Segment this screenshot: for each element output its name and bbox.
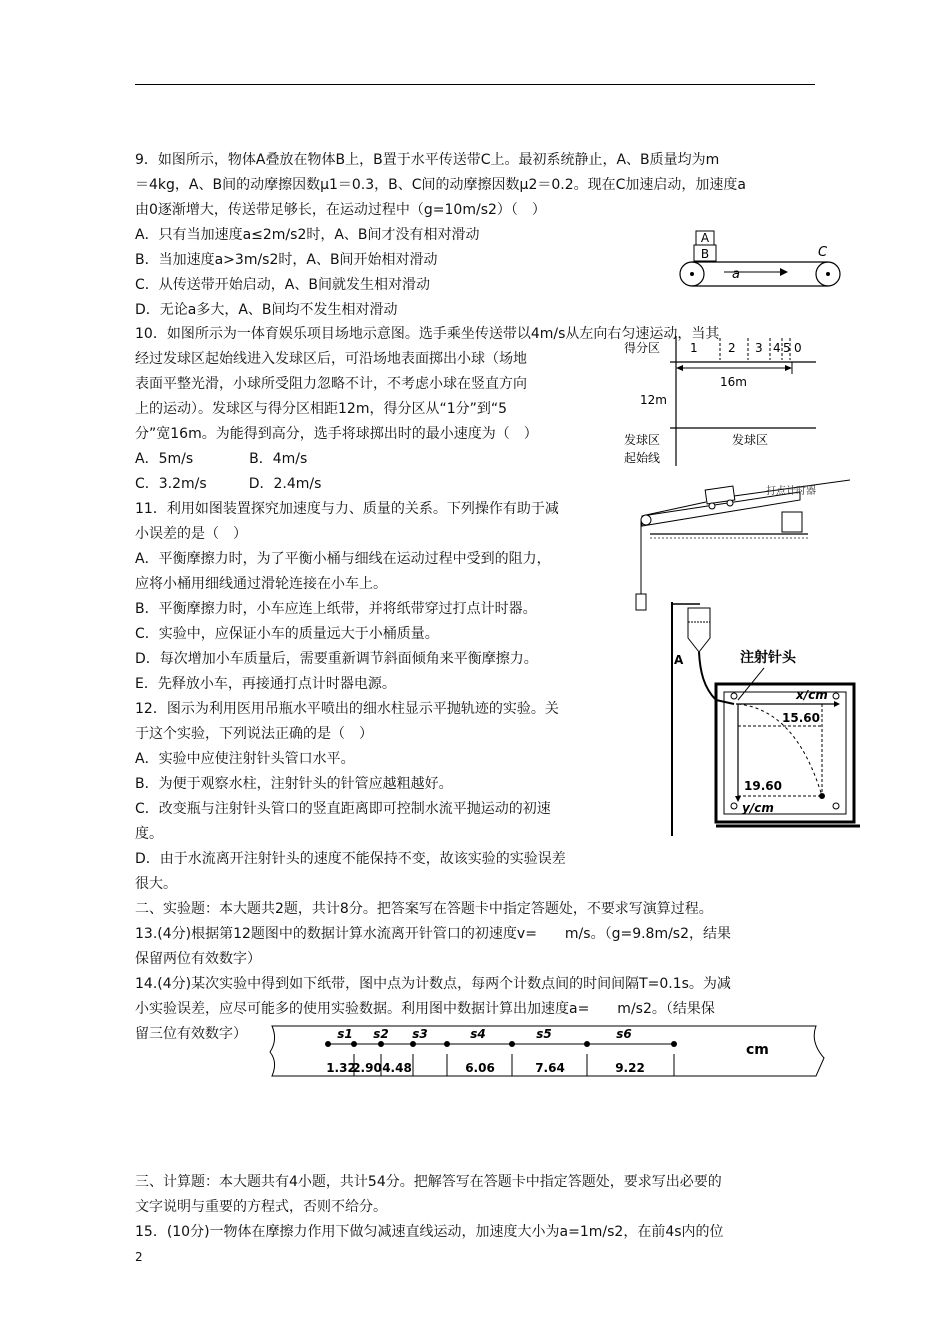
segment-label: s4 bbox=[470, 1027, 486, 1041]
board-pin-bottom-left bbox=[731, 803, 737, 809]
segment-value: 6.06 bbox=[465, 1061, 495, 1075]
q13-line-2: 保留两位有效数字） bbox=[135, 951, 261, 967]
q12-line-1: 12．图示为利用医用吊瓶水平喷出的细水柱显示平抛轨迹的实验。关 bbox=[135, 701, 559, 717]
segment-value: 7.64 bbox=[535, 1061, 565, 1075]
q9-line-1: 9．如图所示，物体A叠放在物体B上，B置于水平传送带C上。最初系统静止，A、B质量均为m bbox=[135, 152, 720, 168]
q10-line-5: 分”宽16m。为能得到高分，选手将球掷出时的最小速度为（ ） bbox=[135, 426, 538, 442]
start-line-label-2: 起始线 bbox=[624, 451, 661, 465]
belt-label: C bbox=[818, 245, 828, 260]
count-point bbox=[509, 1041, 515, 1047]
q9-option-b: B．当加速度a>3m/s2时，A、B间开始相对滑动 bbox=[135, 252, 438, 268]
zone-0-label: 0 bbox=[794, 341, 802, 355]
q9-option-d: D．无论a多大，A、B间均不发生相对滑动 bbox=[135, 302, 398, 318]
y-axis-label: y/cm bbox=[742, 801, 774, 815]
segment-value: 1.32 bbox=[326, 1061, 356, 1075]
section-3-line-2: 文字说明与重要的方程式，否则不给分。 bbox=[135, 1199, 387, 1215]
q9-line-2: ＝4kg，A、B间的动摩擦因数μ1＝0.3，B、C间的动摩擦因数μ2＝0.2。现在C加速启动，加速度a bbox=[135, 177, 746, 193]
score-zone-label: 得分区 bbox=[624, 341, 661, 355]
section-3-heading: 三、计算题：本大题共有4小题，共计54分。把解答写在答题卡中指定答题处，要求写出必要的 bbox=[135, 1174, 722, 1190]
figure-q12-projectile bbox=[664, 600, 860, 840]
q13-line-1: 13.(4分)根据第12题图中的数据计算水流离开针管口的初速度v= m/s。（g=9.8m/s2，结果 bbox=[135, 926, 732, 942]
figure-q9-conveyor bbox=[676, 228, 846, 290]
q12-option-b: B．为便于观察水柱，注射针头的针管应越粗越好。 bbox=[135, 776, 453, 792]
zone-1-label: 1 bbox=[690, 341, 698, 355]
count-point bbox=[671, 1041, 677, 1047]
q11-option-a-2: 应将小桶用细线通过滑轮连接在小车上。 bbox=[135, 576, 387, 592]
q9-option-a: A．只有当加速度a≤2m/s2时，A、B间才没有相对滑动 bbox=[135, 227, 480, 243]
figure-q10-field bbox=[620, 332, 820, 466]
x-value: 15.60 bbox=[782, 711, 820, 725]
q10-line-1: 10．如图所示为一体育娱乐项目场地示意图。选手乘坐传送带以4m/s从左向右匀速运动，当其 bbox=[135, 326, 720, 342]
tape-unit: cm bbox=[746, 1042, 769, 1058]
acceleration-label: a bbox=[732, 267, 740, 282]
q9-line-3: 由0逐渐增大，传送带足够长，在运动过程中（g=10m/s2）（ ） bbox=[135, 202, 546, 218]
segment-label: s1 bbox=[337, 1027, 353, 1041]
zone-4-label: 4 bbox=[773, 341, 781, 355]
header-rule bbox=[135, 84, 815, 85]
y-value: 19.60 bbox=[744, 779, 782, 793]
support-block bbox=[782, 512, 802, 532]
board-pin-top-left bbox=[731, 693, 737, 699]
section-2-heading: 二、实验题：本大题共2题，共计8分。把答案写在答题卡中指定答题处，不要求写演算过程。 bbox=[135, 901, 713, 917]
valve-label: A bbox=[674, 653, 684, 667]
segment-label: s2 bbox=[373, 1027, 389, 1041]
segment-label: s3 bbox=[412, 1027, 428, 1041]
q15-line-1: 15．(10分)一物体在摩擦力作用下做匀减速直线运动，加速度大小为a=1m/s2，在前4s内的位 bbox=[135, 1224, 724, 1240]
needle-label: 注射针头 bbox=[740, 650, 796, 666]
y-axis-arrow bbox=[735, 796, 741, 802]
q10-line-3: 表面平整光滑，小球所受阻力忽略不计，不考虑小球在竖直方向 bbox=[135, 376, 527, 392]
x-axis-arrow bbox=[834, 701, 840, 707]
q11-option-d: D．每次增加小车质量后，需要重新调节斜面倾角来平衡摩擦力。 bbox=[135, 651, 538, 667]
q14-line-3: 留三位有效数字） bbox=[135, 1026, 247, 1042]
count-point bbox=[325, 1041, 331, 1047]
q10-options-ab: A．5m/s B．4m/s bbox=[135, 451, 308, 467]
count-point bbox=[444, 1041, 450, 1047]
q12-option-a: A．实验中应使注射针头管口水平。 bbox=[135, 751, 355, 767]
width-arrow-right bbox=[785, 365, 792, 371]
x-axis-label: x/cm bbox=[796, 688, 828, 702]
board-frame bbox=[716, 684, 854, 822]
q11-option-e: E．先释放小车，再接通打点计时器电源。 bbox=[135, 676, 396, 692]
width-label: 16m bbox=[720, 375, 747, 389]
landing-point bbox=[819, 793, 825, 799]
q11-option-b: B．平衡摩擦力时，小车应连上纸带，并将纸带穿过打点计时器。 bbox=[135, 601, 537, 617]
zone-5-label: 5 bbox=[783, 341, 791, 355]
zone-3-label: 3 bbox=[755, 341, 763, 355]
q11-option-c: C．实验中，应保证小车的质量远大于小桶质量。 bbox=[135, 626, 439, 642]
board-pin-bottom-right bbox=[833, 803, 839, 809]
serve-zone-label: 发球区 bbox=[732, 433, 769, 447]
cart-wheel-front bbox=[709, 503, 715, 509]
board-pin-top-right bbox=[833, 693, 839, 699]
start-line-label-1: 发球区 bbox=[624, 433, 661, 447]
q12-line-2: 于这个实验，下列说法正确的是（ ） bbox=[135, 726, 373, 742]
timer-label: 打点计时器 bbox=[766, 486, 816, 497]
q11-option-a-1: A．平衡摩擦力时，为了平衡小桶与细线在运动过程中受到的阻力， bbox=[135, 551, 551, 567]
q10-options-cd: C．3.2m/s D．2.4m/s bbox=[135, 476, 322, 492]
count-point bbox=[584, 1041, 590, 1047]
block-b-label: B bbox=[700, 247, 710, 261]
block-a-label: A bbox=[700, 231, 710, 245]
page-number: 2 bbox=[135, 1250, 143, 1264]
drip-bottle bbox=[688, 608, 710, 652]
gap-label: 12m bbox=[640, 393, 667, 407]
count-point bbox=[378, 1041, 384, 1047]
q9-option-c: C．从传送带开始启动，A、B间就发生相对滑动 bbox=[135, 277, 430, 293]
pulley bbox=[641, 515, 651, 525]
width-arrow-left bbox=[676, 365, 683, 371]
q12-option-c-2: 度。 bbox=[135, 826, 163, 842]
q14-line-1: 14.(4分)某次实验中得到如下纸带，图中点为计数点，每两个计数点间的时间间隔T=0.1s。为减 bbox=[135, 976, 731, 992]
right-pulley-axle bbox=[826, 272, 830, 276]
q10-line-4: 上的运动）。发球区与得分区相距12m，得分区从“1分”到“5 bbox=[135, 401, 508, 417]
bucket bbox=[636, 594, 646, 610]
segment-label: s5 bbox=[536, 1027, 552, 1041]
count-point bbox=[410, 1041, 416, 1047]
segment-value: 9.22 bbox=[615, 1061, 645, 1075]
figure-q14-tape bbox=[268, 1022, 828, 1090]
count-point bbox=[351, 1041, 357, 1047]
acceleration-arrowhead bbox=[780, 268, 788, 276]
q11-line-2: 小误差的是（ ） bbox=[135, 526, 247, 542]
cart-wheel-back bbox=[727, 500, 733, 506]
segment-value: 2.90 bbox=[352, 1061, 382, 1075]
q12-option-d-1: D．由于水流离开注射针头的速度不能保持不变，故该实验的实验误差 bbox=[135, 851, 566, 867]
q12-option-c-1: C．改变瓶与注射针头管口的竖直距离即可控制水流平抛运动的初速 bbox=[135, 801, 551, 817]
left-pulley-axle bbox=[690, 272, 694, 276]
q12-option-d-2: 很大。 bbox=[135, 876, 177, 892]
segment-label: s6 bbox=[616, 1027, 632, 1041]
q10-line-2: 经过发球区起始线进入发球区后，可沿场地表面掷出小球（场地 bbox=[135, 351, 527, 367]
zone-2-label: 2 bbox=[728, 341, 736, 355]
q14-line-2: 小实验误差，应尽可能多的使用实验数据。利用图中数据计算出加速度a= m/s2。（结果保 bbox=[135, 1001, 715, 1017]
q11-line-1: 11．利用如图装置探究加速度与力、质量的关系。下列操作有助于减 bbox=[135, 501, 559, 517]
segment-value: 4.48 bbox=[382, 1061, 412, 1075]
